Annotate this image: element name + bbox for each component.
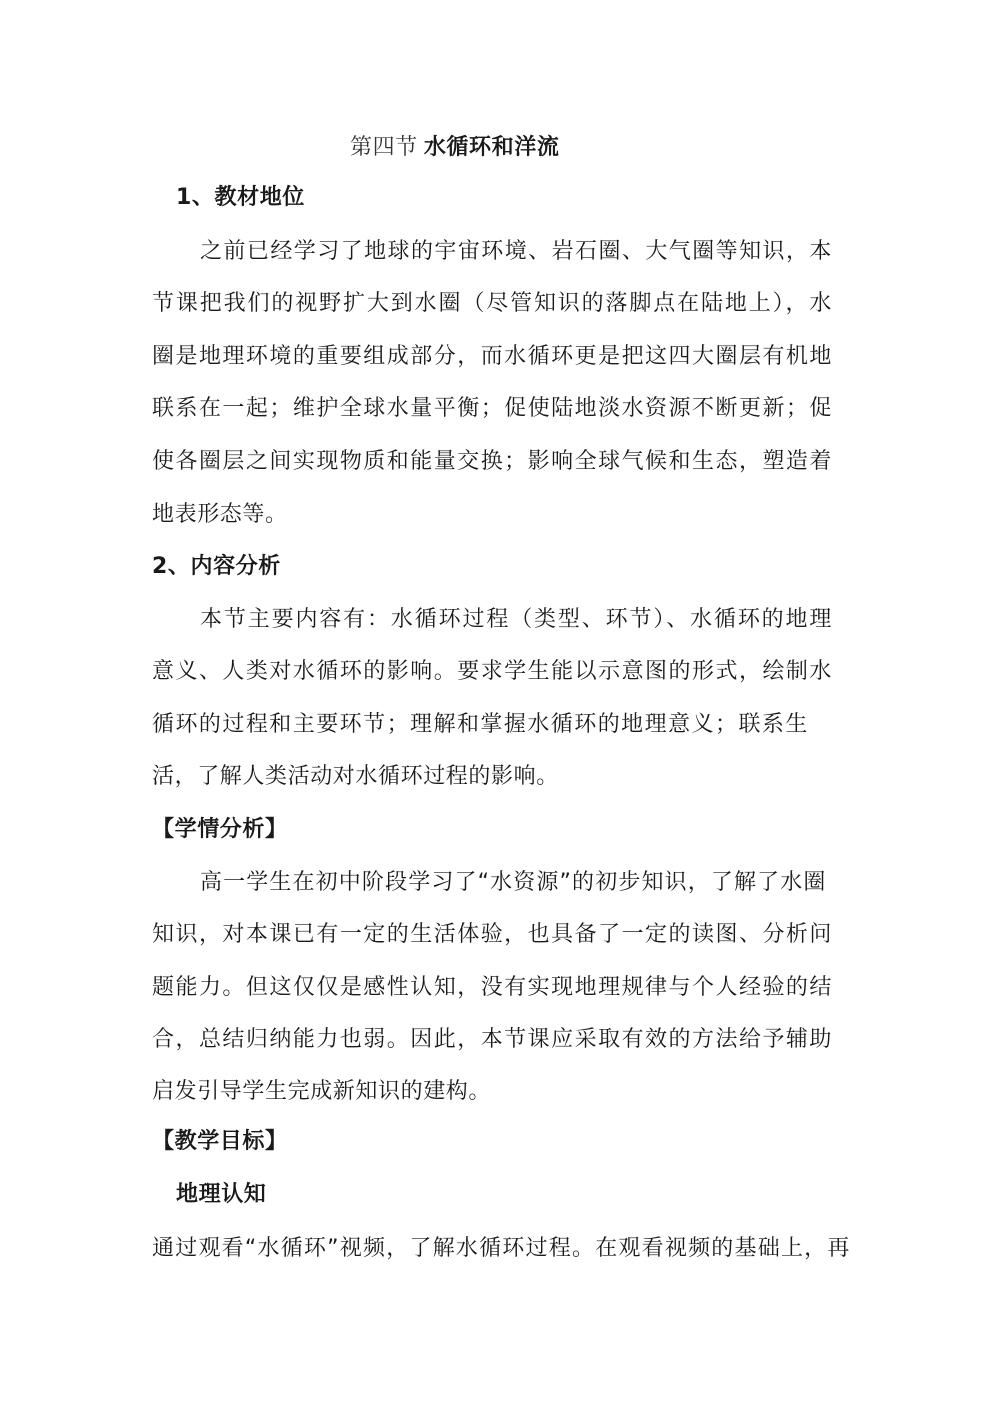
paragraph-line: 本节主要内容有：水循环过程（类型、环节）、水循环的地理: [200, 607, 832, 632]
paragraph-line: 圈是地理环境的重要组成部分，而水循环更是把这四大圈层有机地: [152, 344, 832, 369]
section-heading-textbook-position: 1、教材地位: [176, 185, 305, 210]
paragraph-line: 活，了解人类活动对水循环过程的影响。: [152, 764, 559, 789]
paragraph-line: 地表形态等。: [152, 502, 288, 527]
paragraph-line: 通过观看“水循环”视频，了解水循环过程。在观看视频的基础上，再: [152, 1236, 850, 1261]
title-main: 水循环和洋流: [423, 135, 560, 160]
paragraph-line: 意义、人类对水循环的影响。要求学生能以示意图的形式，绘制水: [152, 659, 832, 684]
paragraph-line: 之前已经学习了地球的宇宙环境、岩石圈、大气圈等知识，本: [200, 239, 832, 264]
paragraph-line: 节课把我们的视野扩大到水圈（尽管知识的落脚点在陆地上），水: [152, 291, 832, 316]
subheading-geographic-cognition: 地理认知: [176, 1182, 267, 1207]
page-title: [350, 133, 559, 163]
paragraph-line: 循环的过程和主要环节；理解和掌握水循环的地理意义；联系生: [152, 712, 808, 737]
paragraph-line: 使各圈层之间实现物质和能量交换；影响全球气候和生态，塑造着: [152, 449, 832, 474]
paragraph-line: 题能力。但这仅仅是感性认知，没有实现地理规律与个人经验的结: [152, 975, 832, 1000]
section-heading-student-analysis: 【学情分析】: [152, 817, 288, 842]
paragraph-line: 启发引导学生完成新知识的建构。: [152, 1079, 492, 1104]
paragraph-line: 知识，对本课已有一定的生活体验，也具备了一定的读图、分析问: [152, 922, 832, 947]
title-prefix: 第四节: [350, 135, 418, 160]
paragraph-line: 合，总结归纳能力也弱。因此，本节课应采取有效的方法给予辅助: [152, 1027, 832, 1052]
section-heading-content-analysis: 2、内容分析: [152, 554, 281, 579]
paragraph-line: 联系在一起；维护全球水量平衡；促使陆地淡水资源不断更新；促: [152, 396, 832, 421]
paragraph-line: 高一学生在初中阶段学习了“水资源”的初步知识，了解了水圈: [200, 870, 826, 895]
section-heading-teaching-objectives: 【教学目标】: [152, 1129, 288, 1154]
